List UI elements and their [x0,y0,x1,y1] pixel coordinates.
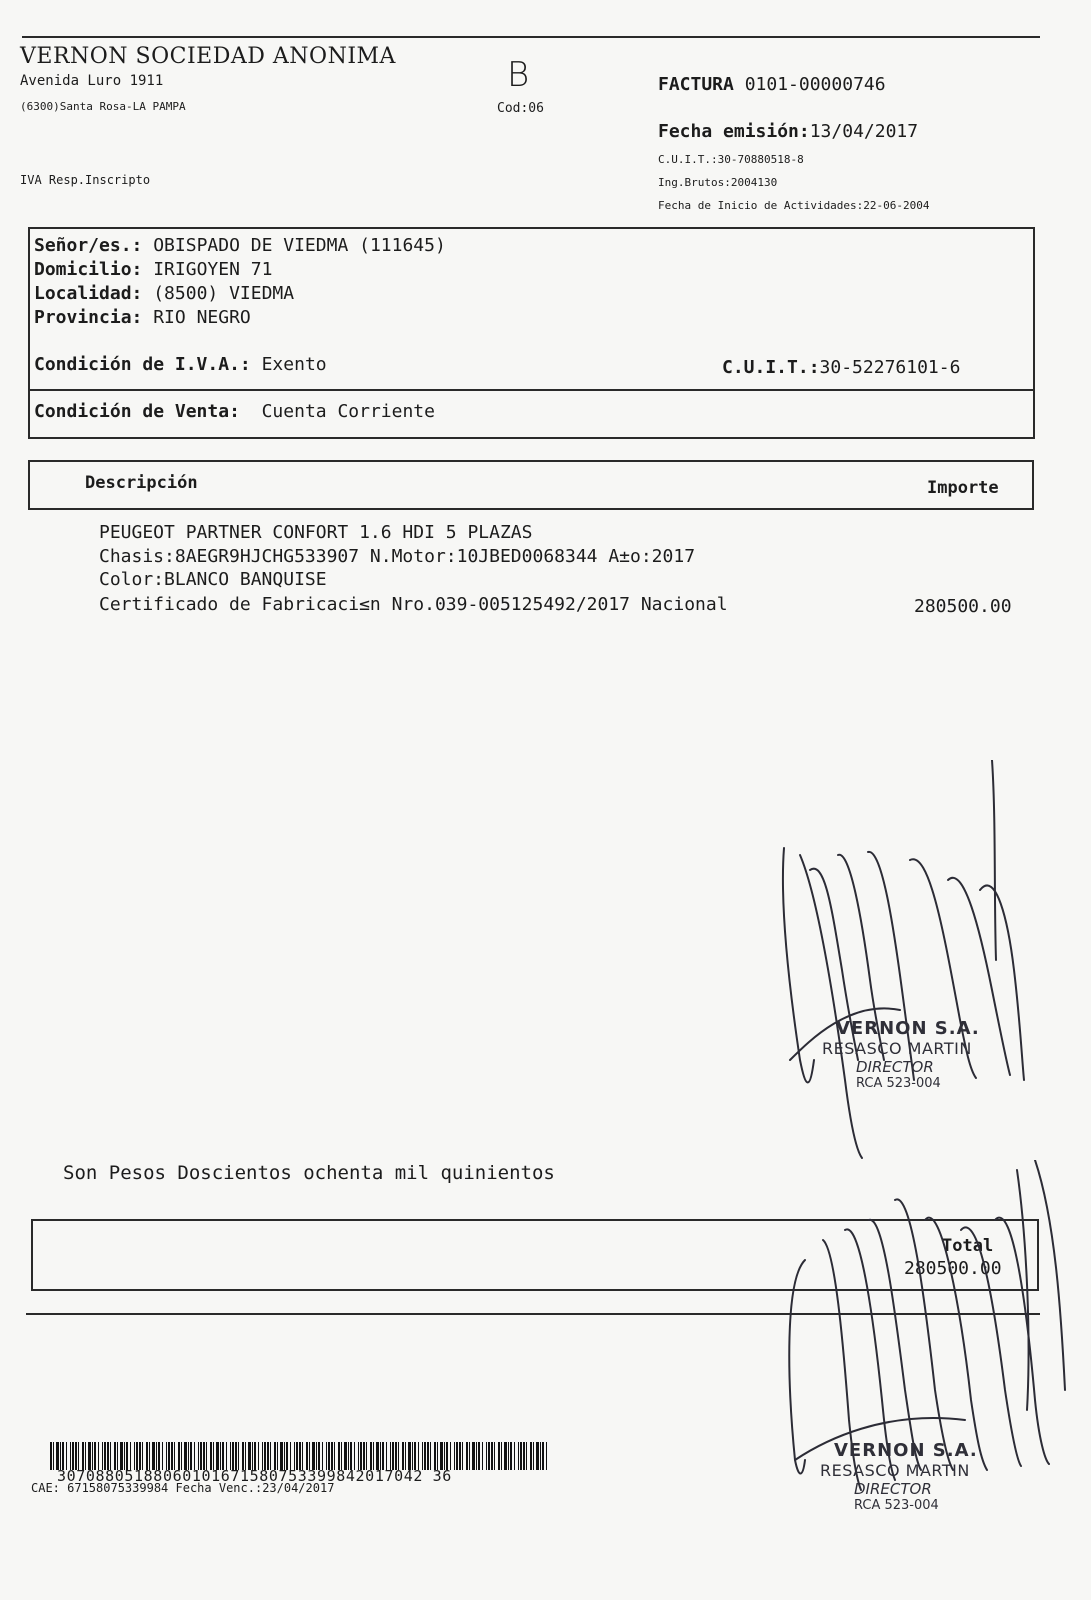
client-locality: (8500) VIEDMA [153,283,295,304]
amount-header: Importe [927,478,999,498]
amount-in-words: Son Pesos Doscientos ochenta mil quinientos [63,1162,555,1184]
client-box-divider [28,389,1035,391]
issue-date-value: 13/04/2017 [809,121,919,142]
client-cuit-label: C.U.I.T.: [722,357,820,378]
client-address-row [34,259,272,280]
item-line-1: PEUGEOT PARTNER CONFORT 1.6 HDI 5 PLAZAS [99,522,533,543]
stamp-title-2: DIRECTOR [854,1480,932,1498]
invoice-number-value: 0101-00000746 [744,74,886,95]
client-address: IRIGOYEN 71 [153,259,273,280]
stamp-company-2: VERNON S.A. [834,1440,978,1461]
sale-condition: Cuenta Corriente [261,401,435,422]
total-value: 280500.00 [904,1258,1002,1279]
total-label: Total [942,1236,994,1256]
invoice-type-label: FACTURA [658,74,734,95]
cae-info: CAE: 67158075339984 Fecha Venc.:23/04/2017 [31,1481,335,1495]
invoice-letter: B [507,55,530,95]
client-locality-label: Localidad: [34,283,143,304]
company-stamp-upper [822,1018,980,1091]
item-line-2: Chasis:8AEGR9HJCHG533907 N.Motor:10JBED0068344 A±o:2017 [99,546,696,567]
item-line-4: Certificado de Fabricaci≤n Nro.039-005125492/2017 Nacional [99,594,728,615]
issue-date-label: Fecha emisión: [658,121,810,142]
stamp-person-2: RESASCO MARTIN [820,1461,970,1480]
client-iva-row [34,354,327,375]
invoice-code: Cod:06 [497,101,544,116]
company-iva-condition: IVA Resp.Inscripto [20,173,151,187]
item-line-3: Color:BLANCO BANQUISE [99,569,327,590]
company-name: VERNON SOCIEDAD ANONIMA [20,44,396,69]
barcode-number: 30708805188060101671580753399842017042 36 [57,1467,452,1485]
client-name-label: Señor/es.: [34,235,143,256]
client-province-row [34,307,251,328]
issue-date [658,121,918,142]
client-cuit: 30-52276101-6 [819,357,961,378]
description-header: Descripción [85,473,198,493]
client-address-label: Domicilio: [34,259,143,280]
barcode [50,1442,547,1470]
client-name: OBISPADO DE VIEDMA (111645) [153,235,446,256]
stamp-person: RESASCO MARTIN [822,1039,972,1058]
client-iva-label: Condición de I.V.A.: [34,354,251,375]
sale-condition-label: Condición de Venta: [34,401,240,422]
client-province: RIO NEGRO [153,307,251,328]
company-start-date: Fecha de Inicio de Actividades:22-06-2004 [658,199,930,212]
client-locality-row [34,283,294,304]
signature-upper [770,760,1070,1160]
stamp-reg-2: RCA 523-004 [854,1498,939,1513]
invoice-number [658,74,886,95]
company-stamp-lower [820,1440,978,1513]
top-rule [22,36,1040,38]
client-iva: Exento [261,354,327,375]
client-province-label: Provincia: [34,307,143,328]
client-cuit-row [722,357,960,378]
company-cuit: C.U.I.T.:30-70880518-8 [658,153,804,166]
stamp-title: DIRECTOR [856,1058,934,1076]
company-address: Avenida Luro 1911 [20,73,164,89]
company-locality: (6300)Santa Rosa-LA PAMPA [20,100,186,113]
company-ing-brutos: Ing.Brutos:2004130 [658,176,778,189]
stamp-reg: RCA 523-004 [856,1076,941,1091]
stamp-company: VERNON S.A. [836,1018,980,1039]
sale-condition-row [34,401,435,422]
item-amount: 280500.00 [914,596,1012,617]
client-name-row [34,235,446,256]
